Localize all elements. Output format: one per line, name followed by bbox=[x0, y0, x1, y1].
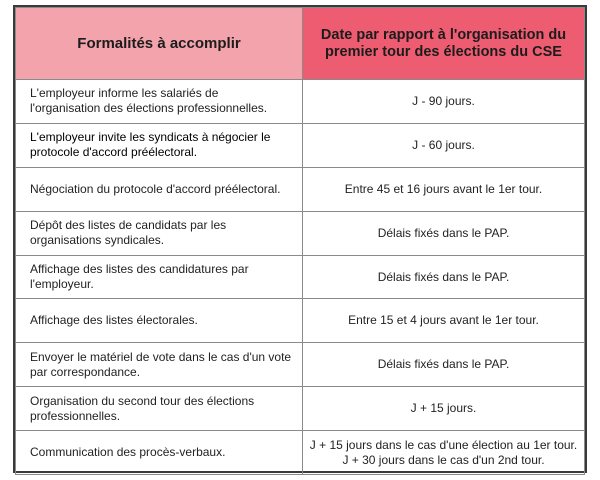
table-row bbox=[16, 80, 585, 124]
formalite-cell: Communication des procès-verbaux. bbox=[16, 431, 303, 475]
formalites-table bbox=[15, 7, 585, 475]
table-header bbox=[16, 8, 585, 80]
date-cell bbox=[303, 299, 585, 343]
date-text: Délais fixés dans le PAP. bbox=[377, 225, 510, 240]
date-cell bbox=[303, 343, 585, 387]
header-date: Date par rapport à l'organisation du premier tour des élections du CSE bbox=[303, 8, 585, 80]
date-text: J + 15 jours. bbox=[410, 401, 477, 416]
date-text: Délais fixés dans le PAP. bbox=[377, 357, 510, 372]
elections-cse-table bbox=[13, 5, 587, 473]
formalite-cell: Dépôt des listes de candidats par les organisations syndicales. bbox=[16, 211, 303, 255]
formalite-cell: Négociation du protocole d'accord préélectoral. bbox=[16, 167, 303, 211]
date-cell bbox=[303, 80, 585, 124]
date-cell bbox=[303, 255, 585, 299]
table-body bbox=[16, 80, 585, 475]
header-formalites: Formalités à accomplir bbox=[16, 8, 303, 80]
table-row bbox=[16, 343, 585, 387]
table-row bbox=[16, 211, 585, 255]
formalite-cell: L'employeur invite les syndicats à négocier le protocole d'accord préélectoral. bbox=[16, 123, 303, 167]
date-text: Délais fixés dans le PAP. bbox=[377, 269, 510, 284]
formalite-cell: Envoyer le matériel de vote dans le cas d'un vote par correspondance. bbox=[16, 343, 303, 387]
date-cell bbox=[303, 387, 585, 431]
formalite-cell: Affichage des listes des candidatures par l'employeur. bbox=[16, 255, 303, 299]
formalite-cell: Affichage des listes électorales. bbox=[16, 299, 303, 343]
date-text: Entre 15 et 4 jours avant le 1er tour. bbox=[348, 313, 539, 328]
date-cell bbox=[303, 123, 585, 167]
date-text: J + 30 jours dans le cas d'un 2nd tour. bbox=[342, 452, 545, 467]
formalite-cell: L'employeur informe les salariés de l'organisation des élections professionnelles. bbox=[16, 80, 303, 124]
table-row bbox=[16, 299, 585, 343]
date-text: J + 15 jours dans le cas d'une élection au 1er tour. bbox=[309, 437, 578, 452]
header-row bbox=[16, 8, 585, 80]
table-row bbox=[16, 123, 585, 167]
table-row bbox=[16, 255, 585, 299]
date-text: Entre 45 et 16 jours avant le 1er tour. bbox=[344, 181, 543, 196]
date-text: J - 90 jours. bbox=[412, 93, 475, 108]
date-cell bbox=[303, 431, 585, 475]
date-text: J - 60 jours. bbox=[412, 137, 475, 152]
formalite-cell: Organisation du second tour des élections professionnelles. bbox=[16, 387, 303, 431]
table-row bbox=[16, 167, 585, 211]
date-cell bbox=[303, 167, 585, 211]
table-row bbox=[16, 431, 585, 475]
date-cell bbox=[303, 211, 585, 255]
table-row bbox=[16, 387, 585, 431]
